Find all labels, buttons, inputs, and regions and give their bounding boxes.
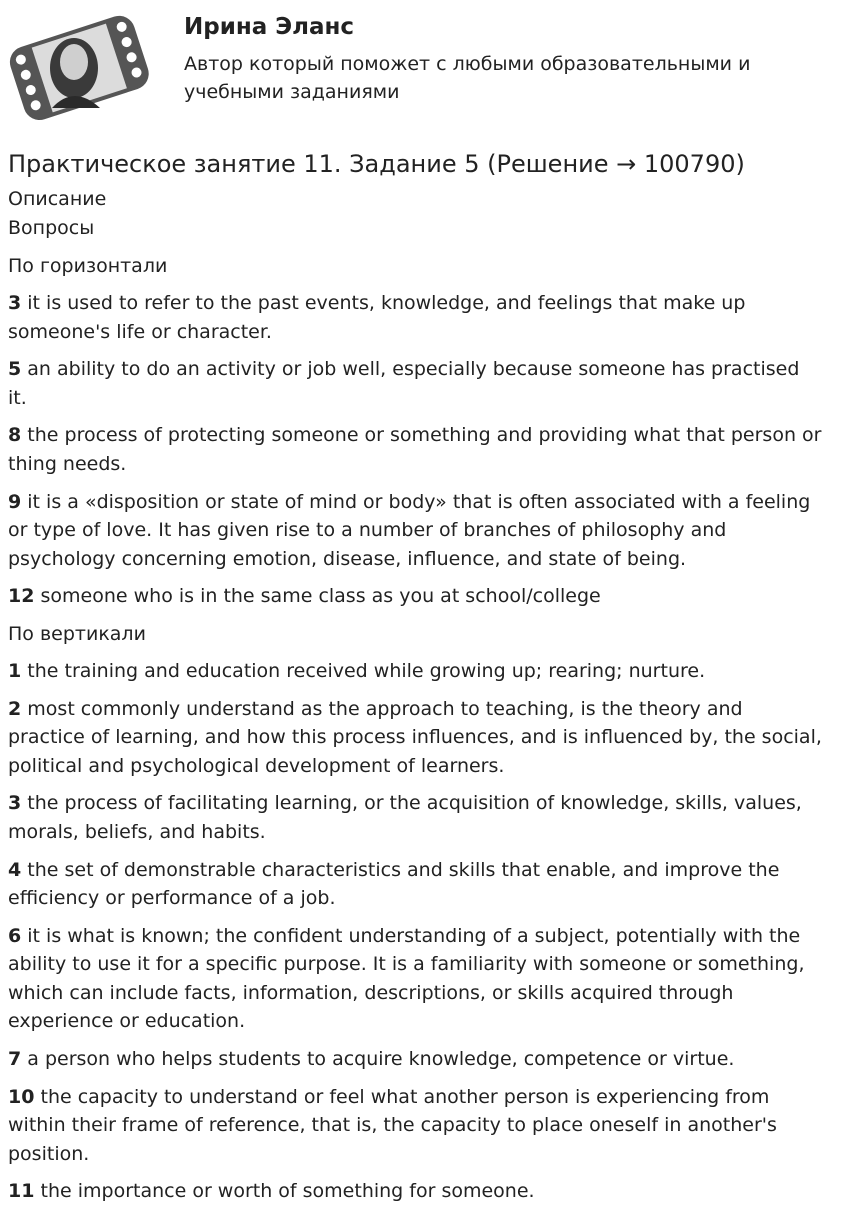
horizontal-section-label: По горизонтали [8,255,168,277]
clue-number: 7 [8,1048,22,1071]
questions-label: Вопросы [8,217,95,239]
clue-number: 6 [8,924,22,947]
clue-text: the training and education received while growing up; rearing; nurture. [27,659,706,682]
clue-text: it is what is known; the confident understanding of a subject, potentially with the ability to use it for a specific purpose. It is a familiarity with someone or something, which can include facts, information, descriptions, or skills acquired through experience or education. [8,924,805,1033]
clue-text: the process of facilitating learning, or the acquisition of knowledge, skills, values, morals, beliefs, and habits. [8,792,802,843]
clue-text: an ability to do an activity or job well, especially because someone has practised it. [8,358,800,409]
clue-number: 1 [8,659,22,682]
clue-horizontal-12 [0,582,831,611]
clue-vertical-1 [0,657,831,686]
clue-vertical-6 [0,922,831,1036]
clue-number: 4 [8,858,22,881]
clue-vertical-7 [0,1045,831,1074]
clue-vertical-2 [0,695,831,781]
clue-number: 5 [8,358,22,381]
clue-number: 12 [8,585,35,608]
clue-number: 3 [8,792,22,815]
clue-horizontal-9 [0,488,831,574]
page-title: Практическое занятие 11. Задание 5 (Решение → 100790) [8,150,745,178]
clue-horizontal-8 [0,421,831,478]
clue-number: 8 [8,424,22,447]
clue-horizontal-5 [0,355,831,412]
clue-text: it is a «disposition or state of mind or body» that is often associated with a feeling or type of love. It has given rise to a number of branches of philosophy and psychology concerning emotion, disease, influence, and state of being. [8,490,811,570]
clue-number: 3 [8,292,22,314]
clue-text: the importance or worth of something for someone. [40,1180,535,1203]
description-label: Описание [8,188,107,210]
vertical-section-label: По вертикали [8,622,146,645]
clue-number: 9 [8,490,22,513]
clue-number: 10 [8,1085,35,1108]
clue-text: the process of protecting someone or something and providing what that person or thing needs. [8,424,822,475]
clue-text: the capacity to understand or feel what another person is experiencing from within their frame of reference, that is, the capacity to place oneself in another's position. [8,1085,777,1165]
clue-number: 2 [8,697,22,720]
author-header [0,0,847,135]
author-avatar[interactable] [8,8,150,126]
clue-text: it is used to refer to the past events, knowledge, and feelings that make up someone's life or character. [8,292,746,343]
clue-text: the set of demonstrable characteristics and skills that enable, and improve the efficiency or performance of a job. [8,858,780,910]
author-description: Автор который поможет с любыми образовательными и учебными заданиями [184,53,751,103]
author-name[interactable]: Ирина Эланс [184,14,355,40]
clue-text: most commonly understand as the approach to teaching, is the theory and practice of learning, and how this process influences, and is influenced by, the social, political and psychological development of learners. [8,697,822,777]
clue-text: a person who helps students to acquire knowledge, competence or virtue. [27,1048,735,1071]
clue-text: someone who is in the same class as you at school/college [40,585,601,608]
clue-number: 11 [8,1180,35,1203]
clue-vertical-3 [0,789,831,846]
clue-vertical-11 [0,1177,831,1206]
clue-vertical-4 [0,856,831,913]
clue-horizontal-3 [0,289,831,346]
clue-vertical-10 [0,1083,831,1169]
